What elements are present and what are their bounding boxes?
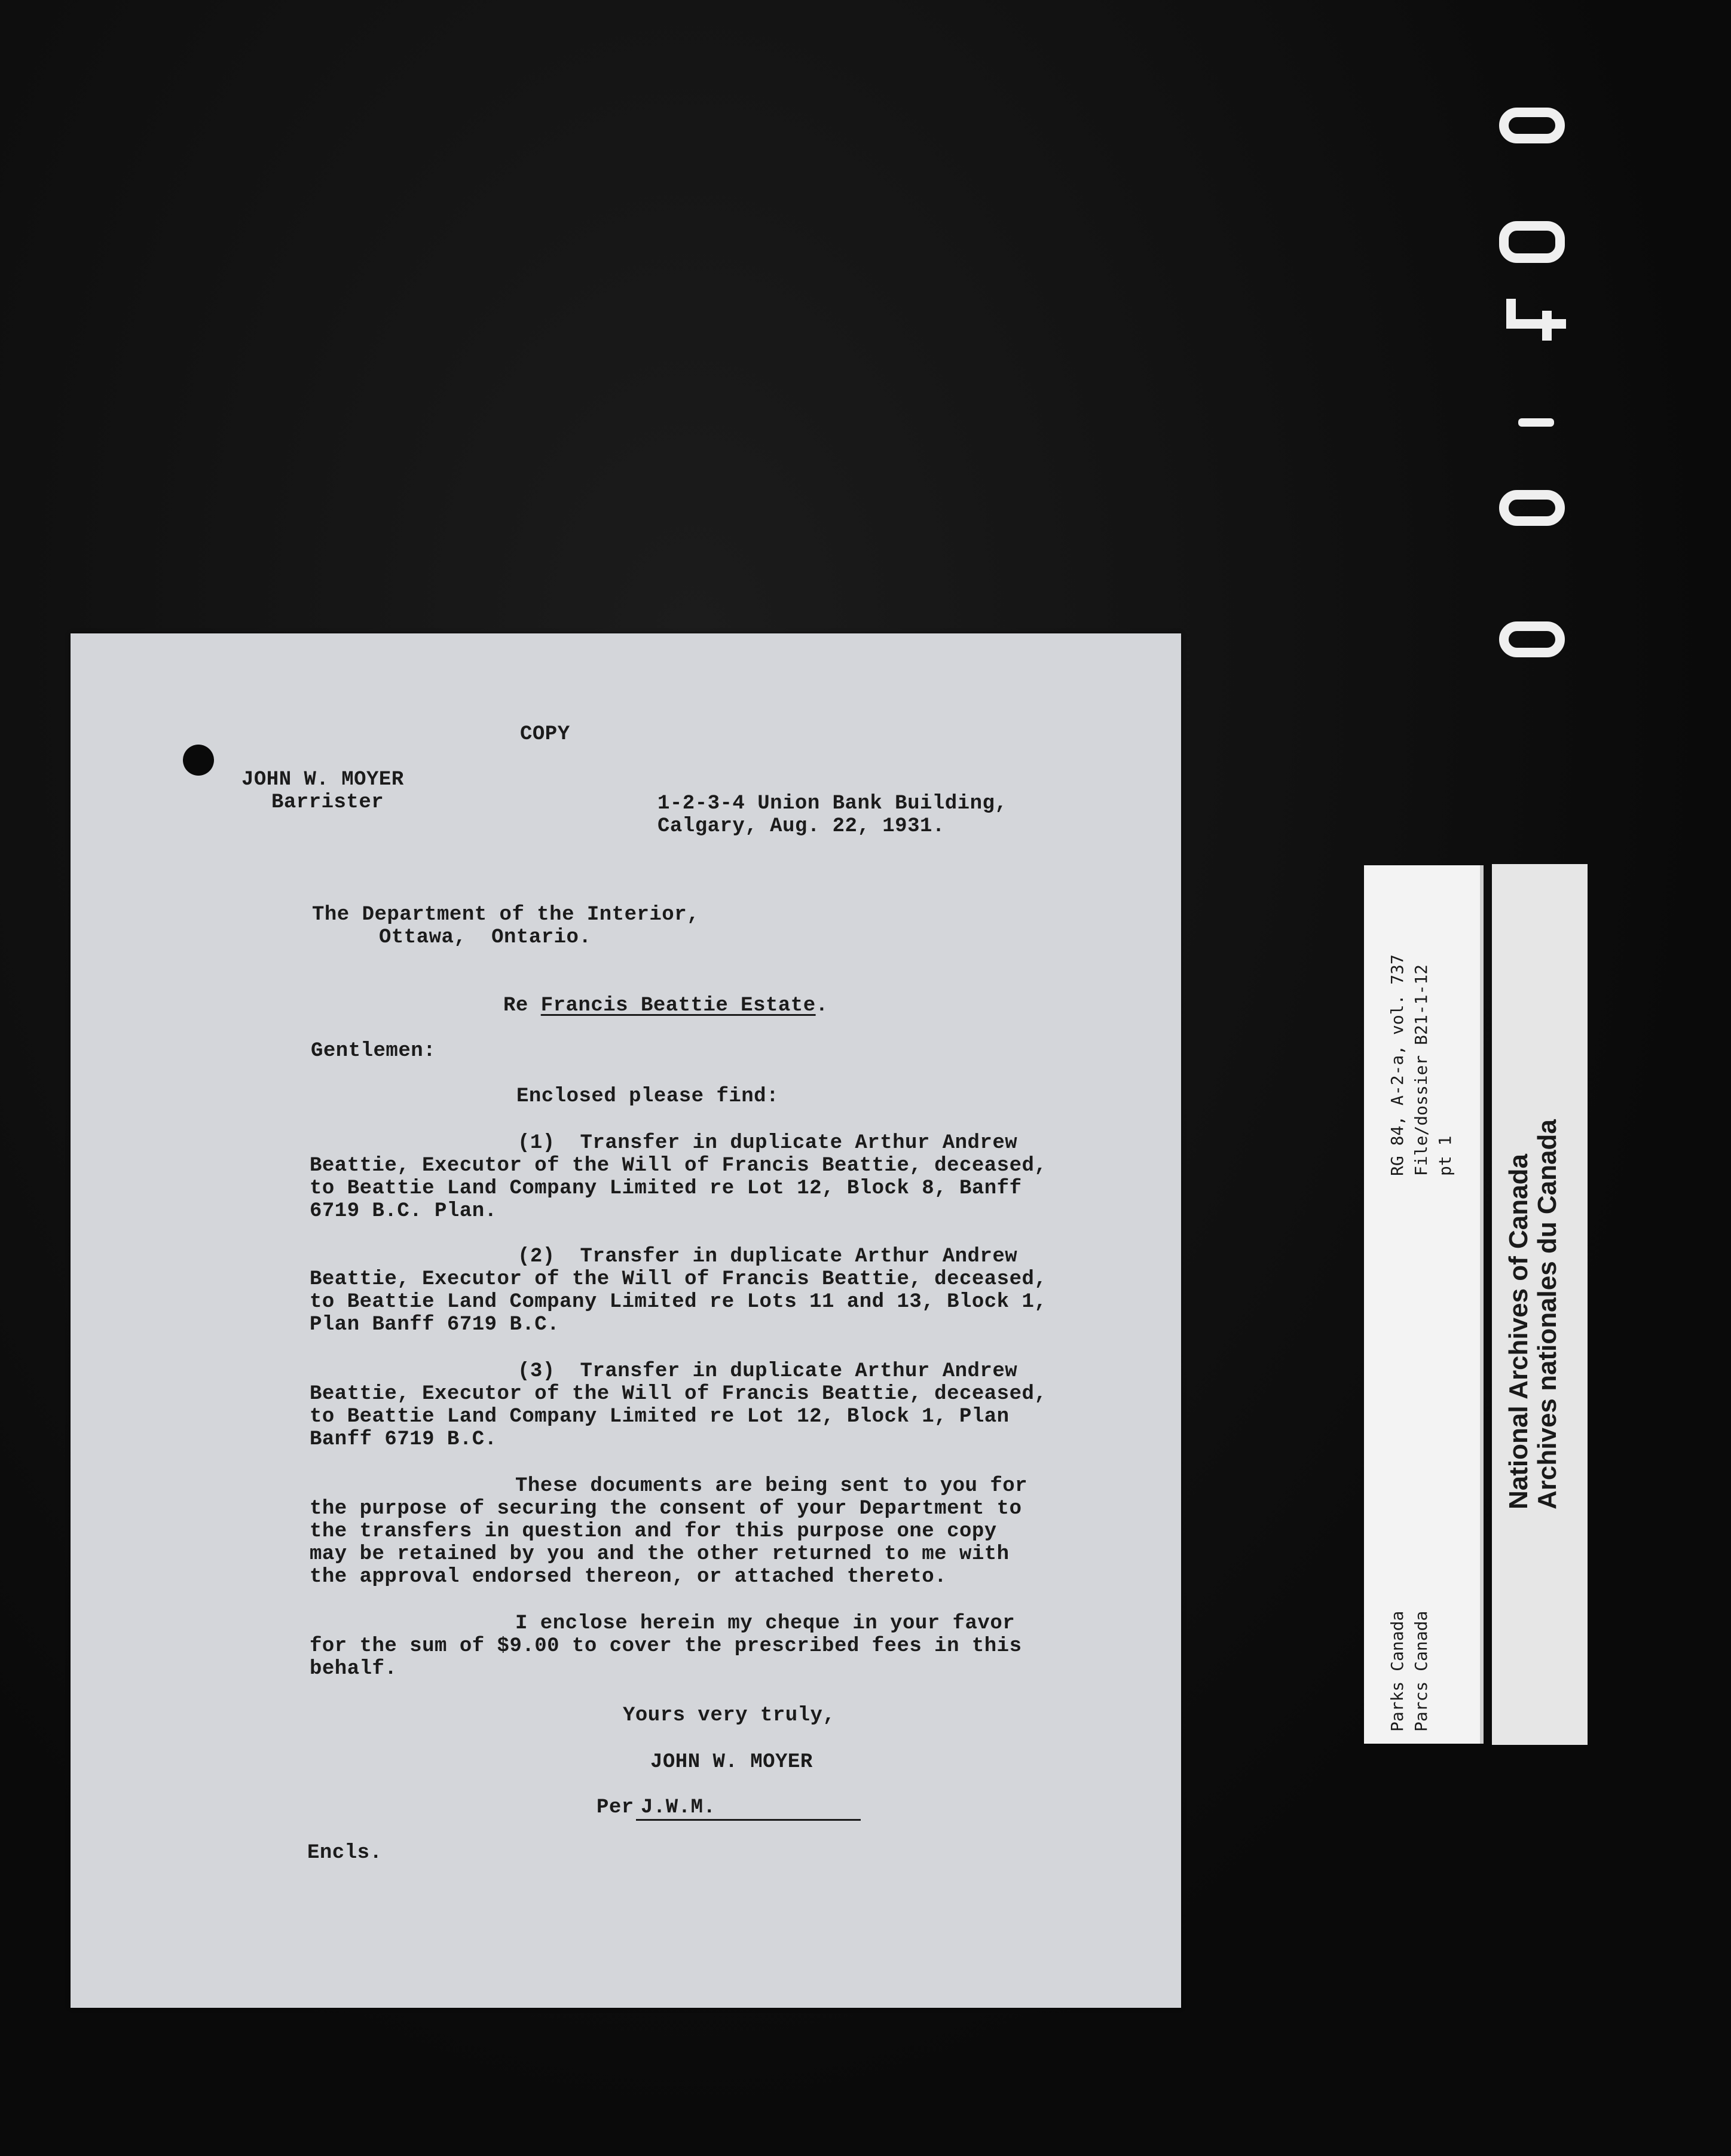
recipient-line-1: The Department of the Interior, [312,904,700,926]
item2-line: Plan Banff 6719 B.C. [310,1313,560,1336]
recipient-line-2: Ottawa, Ontario. [379,926,592,949]
frame-digit [1506,299,1566,341]
frame-digit [1499,490,1565,526]
purpose-line: the approval endorsed thereon, or attached thereto. [310,1566,947,1588]
salutation: Gentlemen: [311,1040,436,1062]
enclosures: Encls. [307,1842,383,1864]
item2-line: to Beattie Land Company Limited re Lots 11 and 13, Block 1, [310,1291,1047,1313]
re-subject: Francis Beattie Estate [540,994,816,1017]
agency-en: Parks Canada [1387,1610,1407,1732]
archive-reference-card [1364,865,1484,1744]
item3-line: to Beattie Land Company Limited re Lot 12, Block 1, Plan [310,1405,1010,1428]
reference-line-1: RG 84, A-2-a, vol. 737 [1387,954,1407,1176]
item1-line: to Beattie Land Company Limited re Lot 12, Block 8, Banff [310,1177,1022,1200]
closing: Yours very truly, [623,1704,836,1727]
sender-title: Barrister [271,791,384,814]
intro-line: Enclosed please find: [516,1085,779,1108]
cheque-line: behalf. [310,1658,397,1680]
re-prefix: Re [503,994,528,1017]
signature-name: JOHN W. MOYER [650,1751,813,1774]
per-label: Per [597,1796,634,1819]
address-line-2: Calgary, Aug. 22, 1931. [657,815,945,838]
item1-line: 6719 B.C. Plan. [310,1200,497,1223]
punch-hole [183,745,214,776]
cheque-line: for the sum of $9.00 to cover the prescribed fees in this [310,1635,1022,1658]
purpose-line: the purpose of securing the consent of your Department to [310,1497,1022,1520]
per-initials: J.W.M. [641,1796,716,1819]
archives-name-fr: Archives nationales du Canada [1533,1119,1562,1509]
purpose-line: the transfers in question and for this purpose one copy [310,1520,997,1543]
signature-line [636,1819,861,1821]
copy-label: COPY [520,723,570,746]
archives-label-card [1492,864,1588,1745]
item3-line: Banff 6719 B.C. [310,1428,497,1451]
archives-name-en: National Archives of Canada [1504,1154,1533,1509]
purpose-line: may be retained by you and the other returned to me with [310,1543,1010,1566]
letter-page [71,633,1181,2008]
item1-line: (1) Transfer in duplicate Arthur Andrew [518,1132,1018,1154]
re-line [503,994,828,1017]
frame-digit [1499,621,1565,657]
sender-name: JOHN W. MOYER [241,768,404,791]
item3-line: Beattie, Executor of the Will of Francis Beattie, deceased, [310,1383,1047,1405]
item2-line: Beattie, Executor of the Will of Francis Beattie, deceased, [310,1268,1047,1291]
film-frame-number [1482,108,1590,675]
item1-line: Beattie, Executor of the Will of Francis Beattie, deceased, [310,1154,1047,1177]
frame-digit [1499,221,1565,263]
agency-fr: Parcs Canada [1411,1610,1431,1732]
frame-digit [1518,418,1554,427]
reference-line-2: File/dossier B21-1-12 [1411,964,1431,1176]
address-line-1: 1-2-3-4 Union Bank Building, [657,792,1008,815]
reference-line-3: pt 1 [1435,1135,1455,1176]
re-suffix: . [815,994,828,1017]
purpose-line: These documents are being sent to you for [515,1475,1028,1497]
item2-line: (2) Transfer in duplicate Arthur Andrew [518,1245,1018,1268]
cheque-line: I enclose herein my cheque in your favor [515,1612,1016,1635]
item3-line: (3) Transfer in duplicate Arthur Andrew [518,1360,1018,1383]
frame-digit [1499,108,1565,143]
